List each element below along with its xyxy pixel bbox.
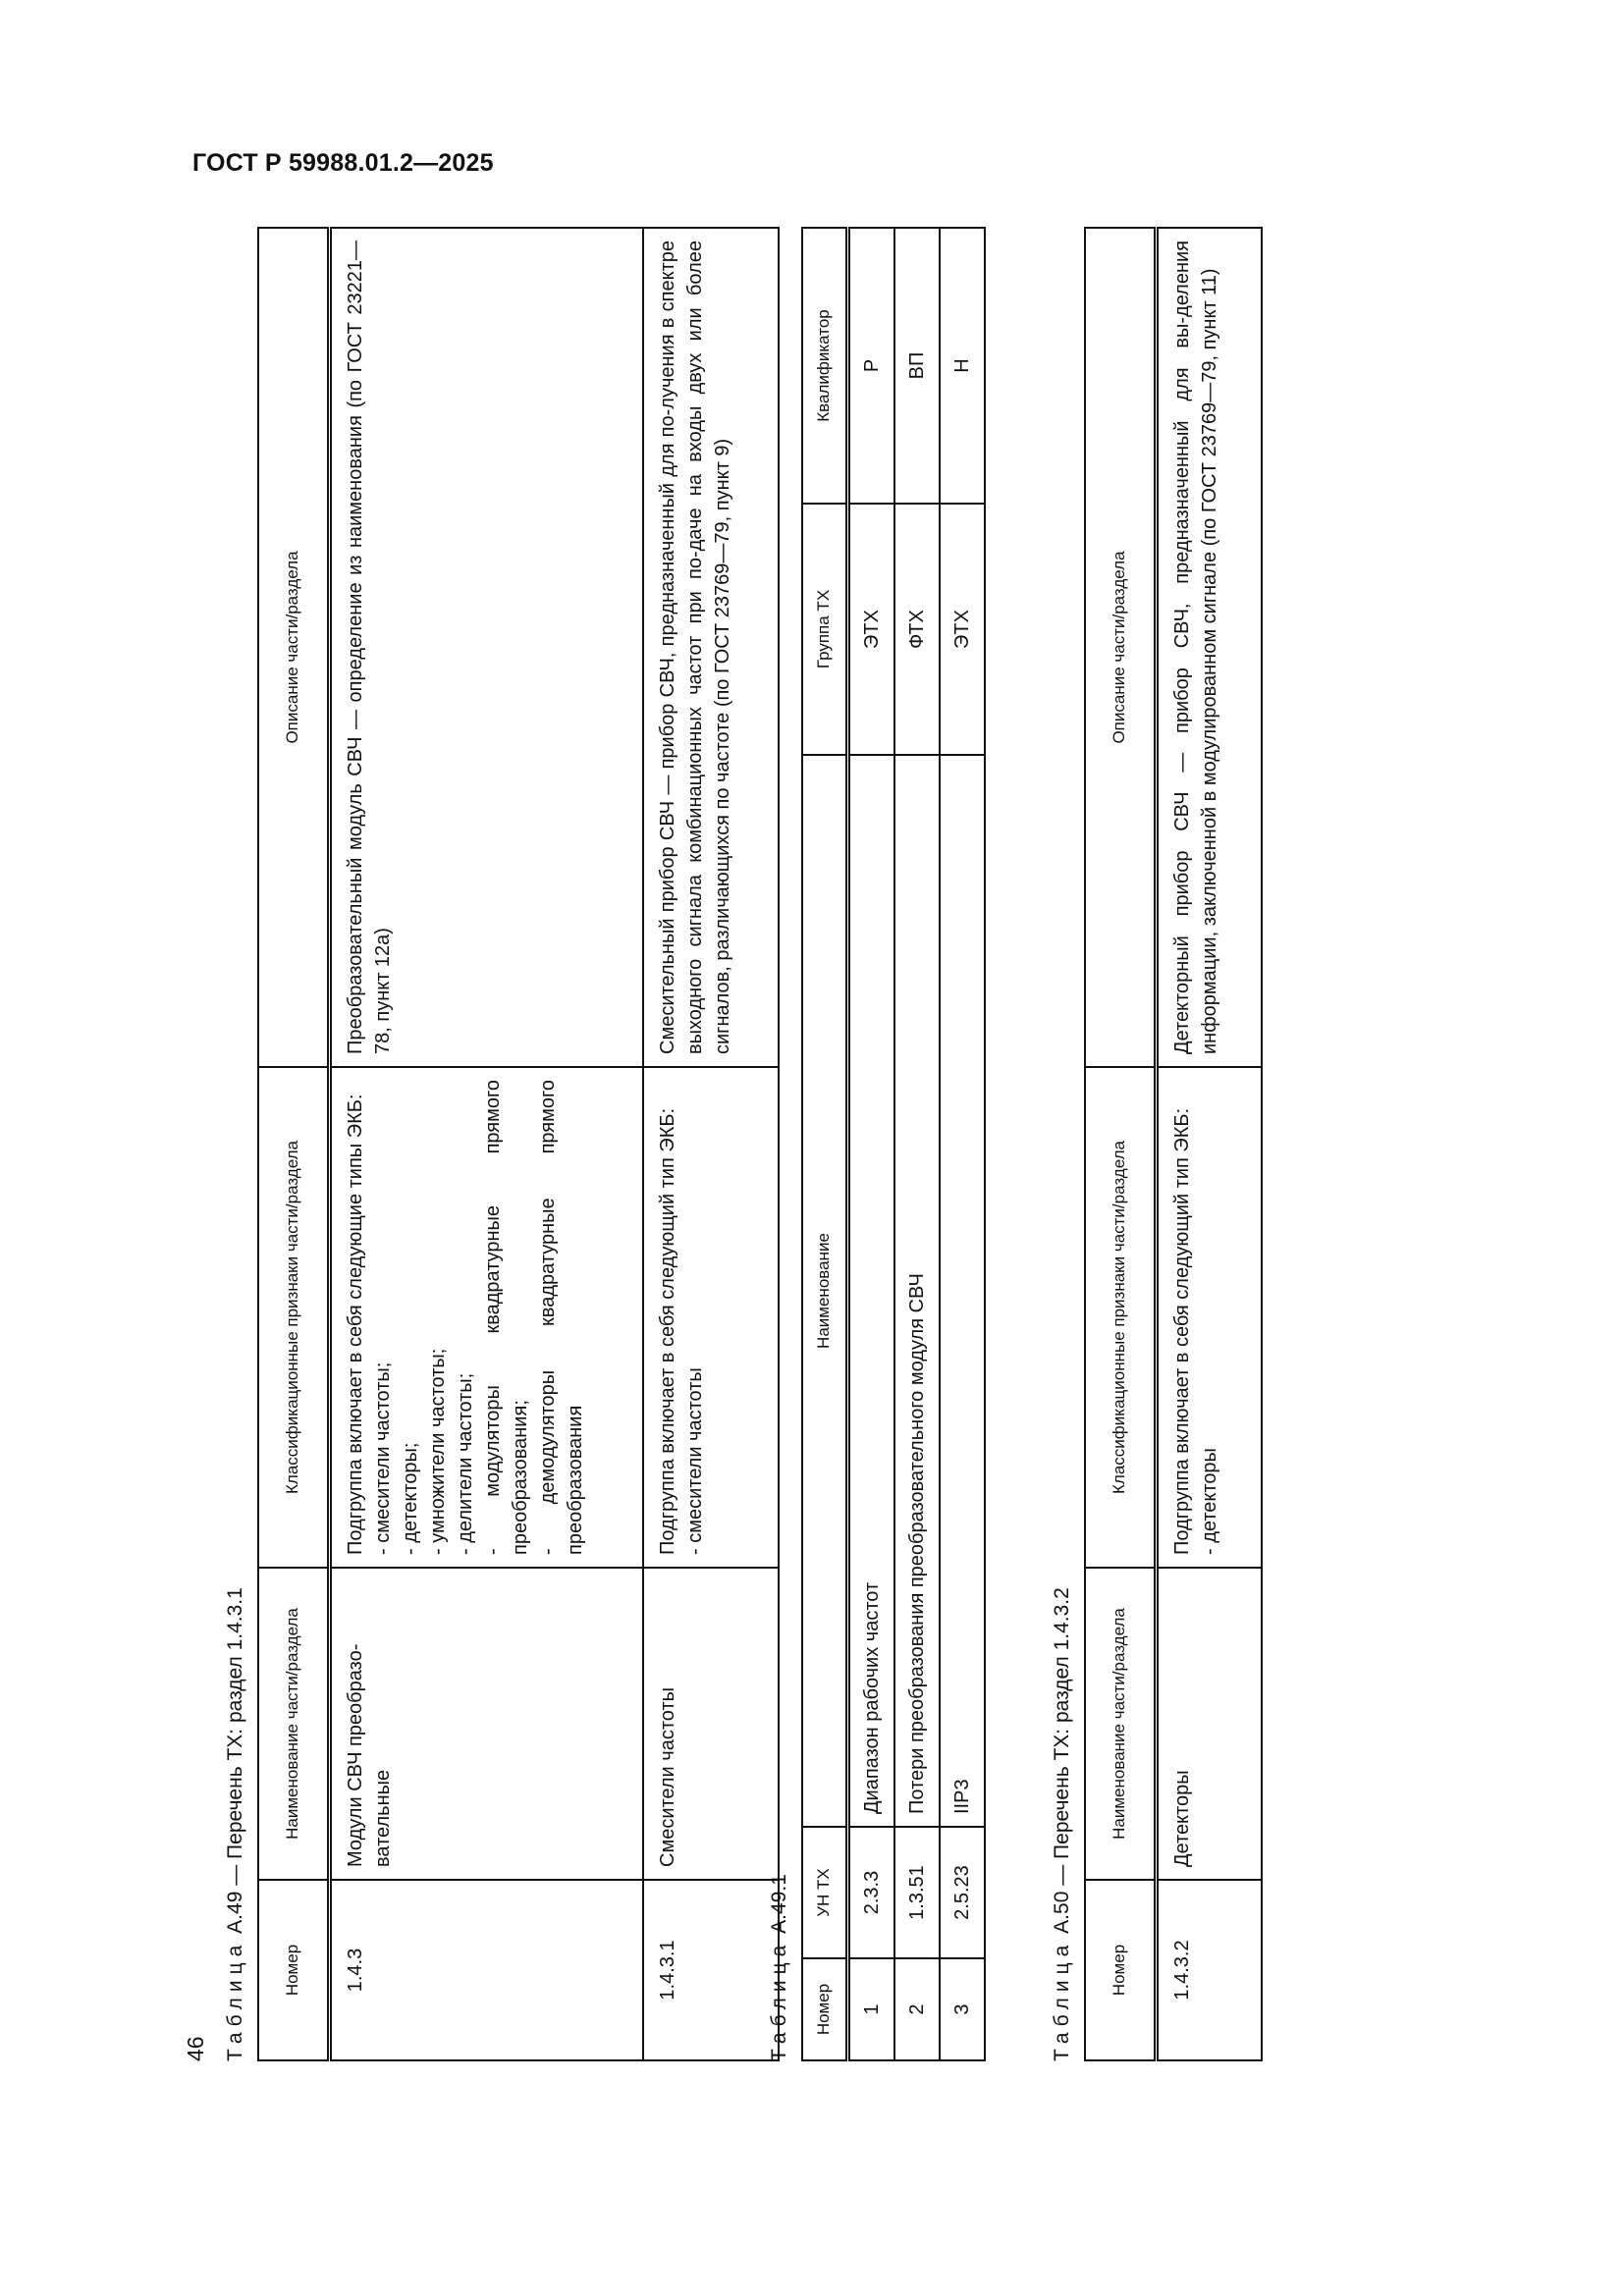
classification-item: - умножители частоты; — [426, 1348, 449, 1555]
caption-prefix: Таблица — [224, 1939, 246, 2061]
row-code: 1.3.51 — [894, 1827, 940, 1958]
row-description: Детекторный прибор СВЧ — прибор СВЧ, предназначенный для вы-деления информации, заключенной в модулированном сигнале (по ГОСТ 23769—79, пункт 11) — [1156, 228, 1262, 1067]
header-classification: Классификационные признаки части/раздела — [1085, 1067, 1156, 1568]
rotated-page-content — [183, 229, 1322, 2061]
classification-item: - демодуляторы квадратурные прямого преобразования — [536, 1080, 586, 1555]
row-name: Потери преобразования преобразовательного модуля СВЧ — [894, 755, 940, 1827]
row-name: Смесители частоты — [643, 1568, 779, 1880]
row-number: 1.4.3 — [329, 1880, 643, 2060]
header-description: Описание части/раздела — [1085, 228, 1156, 1067]
row-number: 3 — [940, 1958, 985, 2060]
row-number: 1 — [847, 1958, 894, 2060]
classification-item: - смесители частоты; — [371, 1362, 394, 1555]
row-name: IIP3 — [940, 755, 985, 1827]
classification-item: - детекторы — [1198, 1448, 1220, 1555]
row-group: ЭТХ — [940, 504, 985, 755]
row-code: 2.5.23 — [940, 1827, 985, 1958]
classification-item: - смесители частоты — [684, 1367, 706, 1555]
row-code: 2.3.3 — [847, 1827, 894, 1958]
header-name: Наименование — [802, 755, 847, 1827]
document-header: ГОСТ Р 59988.01.2—2025 — [192, 149, 494, 177]
row-name: Диапазон рабочих частот — [847, 755, 894, 1827]
header-number: Номер — [258, 1880, 329, 2060]
table-row — [643, 228, 779, 2060]
row-qualifier: Р — [847, 228, 894, 504]
caption-prefix: Таблица — [1051, 1939, 1073, 2061]
table-a49 — [257, 227, 780, 2061]
row-group: ФТХ — [894, 504, 940, 755]
header-code: УН ТХ — [802, 1827, 847, 1958]
header-classification: Классификационные признаки части/раздела — [258, 1067, 329, 1568]
caption-table-a49 — [224, 1587, 247, 2061]
row-number: 2 — [894, 1958, 940, 2060]
table-row — [847, 228, 894, 2060]
classification-intro: Подгруппа включает в себя следующие типы ЭКБ: — [344, 1094, 366, 1555]
caption-text: А.49 — Перечень ТХ: раздел 1.4.3.1 — [224, 1587, 246, 1940]
table-header-row — [1085, 228, 1156, 2060]
table-header-row — [258, 228, 329, 2060]
row-qualifier: ВП — [894, 228, 940, 504]
row-classification — [1156, 1067, 1262, 1568]
row-name: Детекторы — [1156, 1568, 1262, 1880]
caption-text: А.50 — Перечень ТХ: раздел 1.4.3.2 — [1051, 1587, 1073, 1940]
header-name: Наименование части/раздела — [1085, 1568, 1156, 1880]
classification-intro: Подгруппа включает в себя следующий тип ЭКБ: — [1170, 1107, 1193, 1555]
caption-prefix: Таблица — [768, 1939, 790, 2061]
row-classification — [643, 1067, 779, 1568]
table-row — [1156, 228, 1262, 2060]
caption-table-a50 — [1051, 1587, 1074, 2061]
row-number: 1.4.3.2 — [1156, 1880, 1262, 2060]
classification-item: - делители частоты; — [454, 1372, 476, 1555]
caption-table-a49-1 — [768, 1874, 791, 2061]
classification-item: - модуляторы квадратурные прямого преобразования; — [481, 1080, 531, 1555]
caption-text: А.49.1 — [768, 1874, 790, 1940]
row-qualifier: Н — [940, 228, 985, 504]
table-row — [894, 228, 940, 2060]
table-header-row — [802, 228, 847, 2060]
header-qualifier: Квалификатор — [802, 228, 847, 504]
table-a49-1 — [801, 227, 986, 2061]
row-description: Смесительный прибор СВЧ — прибор СВЧ, предназначенный для по-лучения в спектре выходного сигнала комбинационных частот при по-даче на входы двух или более сигналов, различающихся по частоте (по ГОСТ 23769—79, пункт 9) — [643, 228, 779, 1067]
header-description: Описание части/раздела — [258, 228, 329, 1067]
header-number: Номер — [802, 1958, 847, 2060]
table-row — [940, 228, 985, 2060]
header-name: Наименование части/раздела — [258, 1568, 329, 1880]
row-group: ЭТХ — [847, 504, 894, 755]
row-description: Преобразовательный модуль СВЧ — определение из наименования (по ГОСТ 23221—78, пункт 12а) — [329, 228, 643, 1067]
row-number: 1.4.3.1 — [643, 1880, 779, 2060]
table-row — [329, 228, 643, 2060]
classification-intro: Подгруппа включает в себя следующий тип ЭКБ: — [657, 1107, 678, 1555]
header-group: Группа ТХ — [802, 504, 847, 755]
table-a50 — [1084, 227, 1263, 2061]
row-classification — [329, 1067, 643, 1568]
row-name: Модули СВЧ преобразо-вательные — [329, 1568, 643, 1880]
header-number: Номер — [1085, 1880, 1156, 2060]
page-number: 46 — [183, 2036, 208, 2061]
classification-item: - детекторы; — [399, 1442, 421, 1555]
